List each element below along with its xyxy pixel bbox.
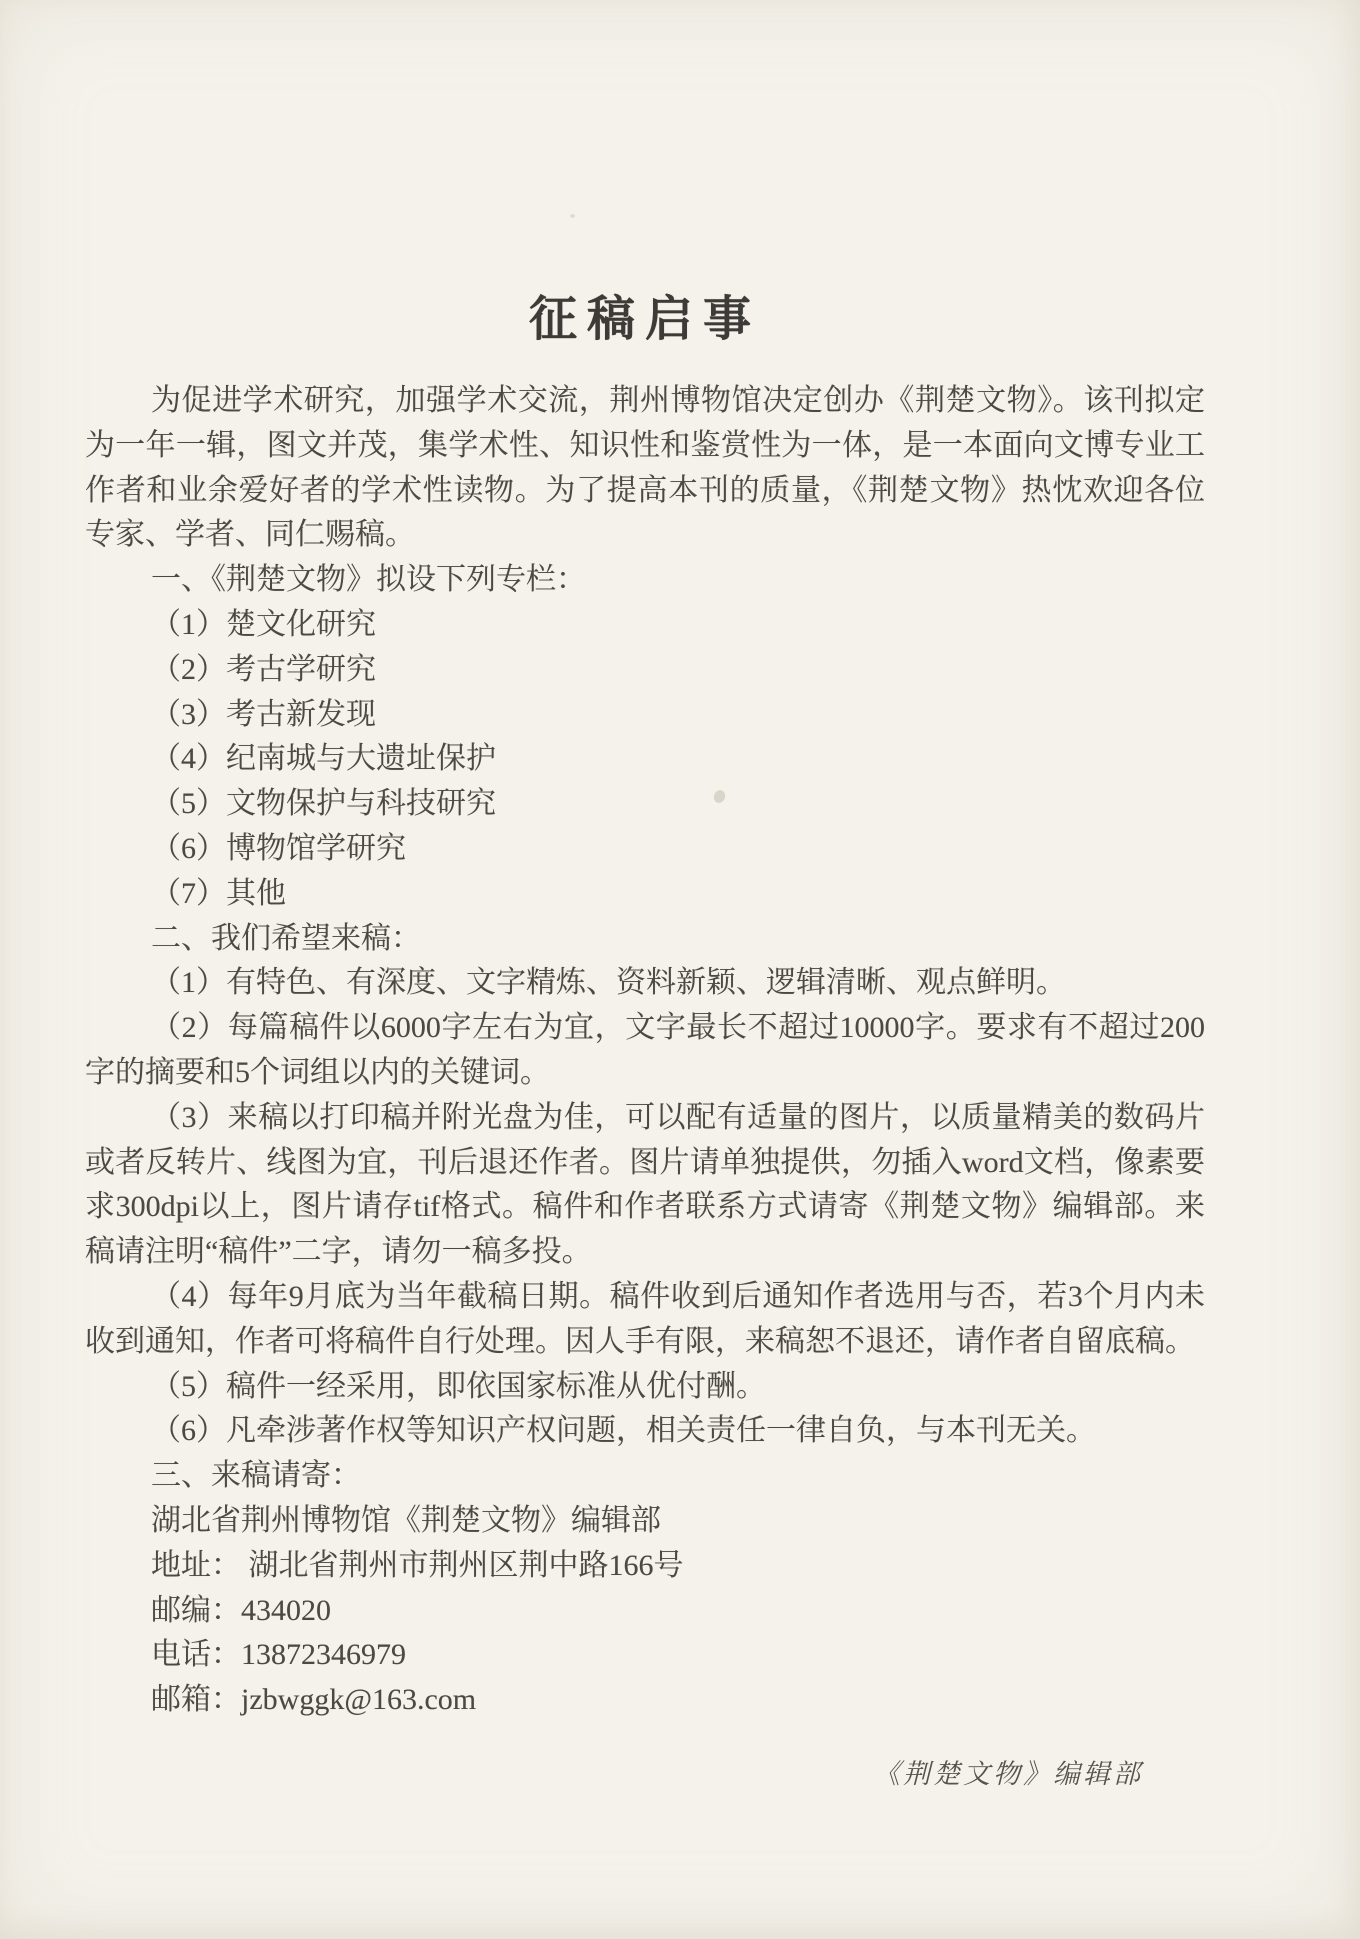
doc-line-heading: 二、我们希望来稿： — [151, 921, 421, 955]
doc-line-heading: 三、来稿请寄： — [151, 1459, 361, 1493]
doc-line-item: （6）凡牵涉著作权等知识产权问题，相关责任一律自负，与本刊无关。 — [151, 1414, 1096, 1448]
doc-line-item: （7）其他 — [151, 876, 286, 910]
doc-line-para: （4）每年9月底为当年截稿日期。稿件收到后通知作者选用与否，若3个月内未收到通知，作者可将稿件自行处理。因人手有限，来稿恕不退还，请作者自留底稿。 — [85, 1279, 1205, 1358]
doc-line-contact: 地址： 湖北省荆州市荆州区荆中路166号 — [151, 1548, 684, 1582]
signature-line: 《荆楚文物》编辑部 — [873, 1759, 1143, 1789]
doc-line-item: （5）稿件一经采用，即依国家标准从优付酬。 — [151, 1369, 766, 1403]
doc-line-item: （1）楚文化研究 — [151, 607, 376, 641]
doc-line-item: （4）纪南城与大遗址保护 — [151, 742, 496, 776]
document-body — [85, 379, 1205, 1723]
doc-line-contact: 电话：13872346979 — [151, 1638, 406, 1672]
doc-line-item: （6）博物馆学研究 — [151, 831, 406, 865]
doc-line-item: （1）有特色、有深度、文字精炼、资料新颖、逻辑清晰、观点鲜明。 — [151, 966, 1066, 1000]
doc-line-item: （2）考古学研究 — [151, 652, 376, 686]
doc-line-contact: 邮箱：jzbwggk@163.com — [151, 1683, 477, 1717]
doc-line-para: （2）每篇稿件以6000字左右为宜，文字最长不超过10000字。要求有不超过200字的摘要和5个词组以内的关键词。 — [85, 1011, 1205, 1089]
doc-line-contact: 湖北省荆州博物馆《荆楚文物》编辑部 — [151, 1503, 661, 1537]
doc-line-item: （5）文物保护与科技研究 — [151, 787, 496, 821]
doc-line-para: （3）来稿以打印稿并附光盘为佳，可以配有适量的图片，以质量精美的数码片或者反转片、线图为宜，刊后退还作者。图片请单独提供，勿插入word文档，像素要求300dpi以上，图片请存tif格式。稿件和作者联系方式请寄《荆楚文物》编辑部。来稿请注明“稿件”二字，请勿一稿多投。 — [85, 1100, 1205, 1269]
doc-line-item: （3）考古新发现 — [151, 697, 376, 731]
doc-line-para: 为促进学术研究，加强学术交流，荆州博物馆决定创办《荆楚文物》。该刊拟定为一年一辑，图文并茂，集学术性、知识性和鉴赏性为一体，是一本面向文博专业工作者和业余爱好者的学术性读物。为了提高本刊的质量，《荆楚文物》热忱欢迎各位专家、学者、同仁赐稿。 — [85, 384, 1205, 552]
page-title: 征稿启事 — [528, 293, 761, 347]
scan-artifact-dot — [570, 214, 575, 218]
doc-line-heading: 一、《荆楚文物》拟设下列专栏： — [151, 563, 586, 597]
doc-line-contact: 邮编：434020 — [151, 1593, 331, 1627]
